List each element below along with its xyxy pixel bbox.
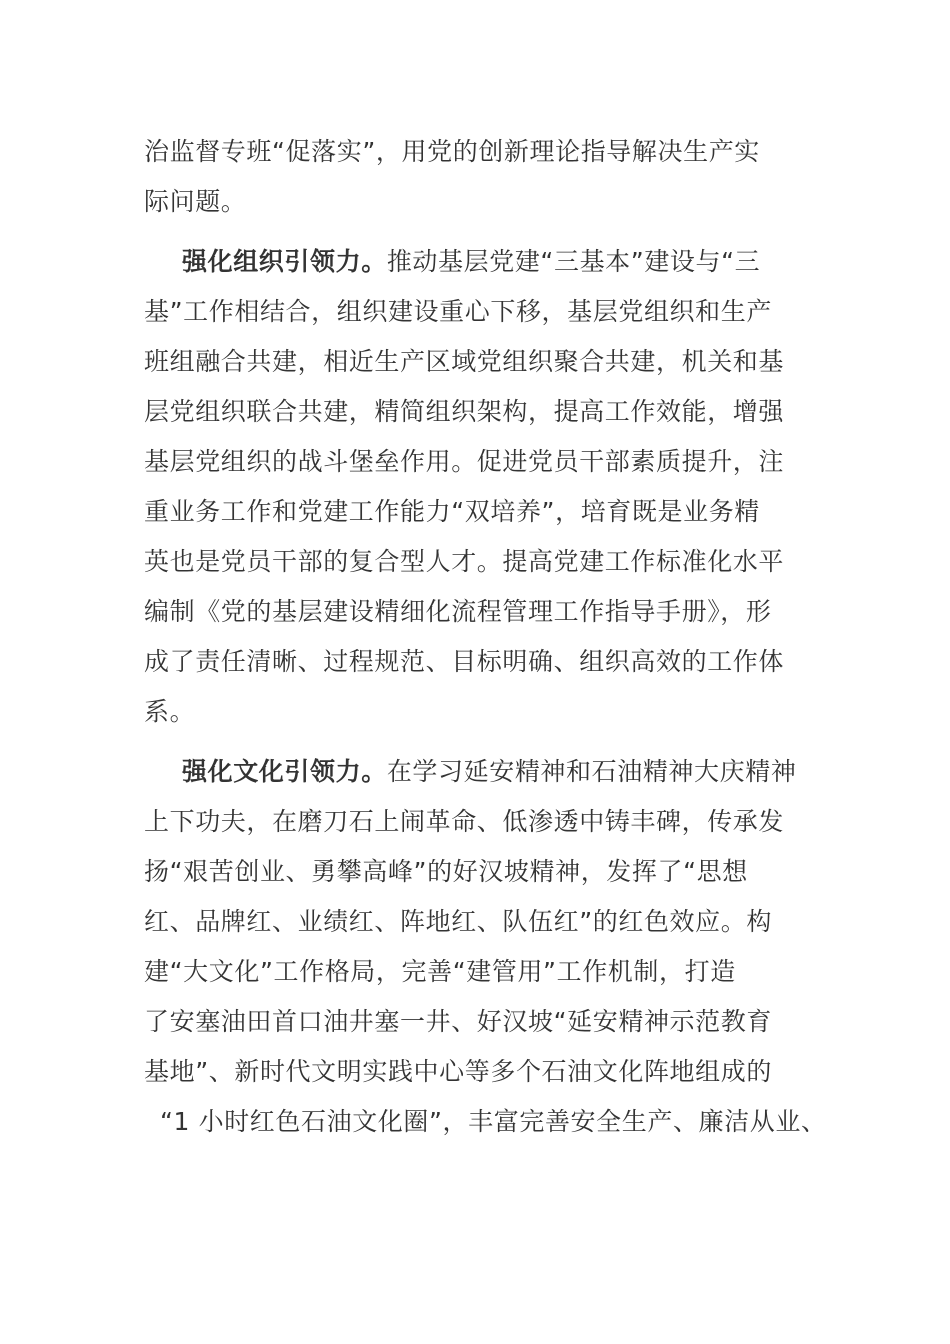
- paragraph-continuation: [144, 127, 814, 227]
- text-line: 治监督专班“促落实”，用党的创新理论指导解决生产实: [144, 137, 760, 166]
- paragraph-first-line-text: 在学习延安精神和石油精神大庆精神: [386, 757, 797, 786]
- paragraph-first-line: [144, 237, 814, 287]
- text-line: “1 小时红色石油文化圈”，丰富完善安全生产、廉洁从业、: [160, 1107, 827, 1136]
- text-line: 基”工作相结合，组织建设重心下移，基层党组织和生产: [144, 297, 772, 326]
- text-line: 班组融合共建，相近生产区域党组织聚合共建，机关和基: [144, 347, 785, 376]
- text-line: 了安塞油田首口油井塞一井、好汉坡“延安精神示范教育: [144, 1007, 772, 1036]
- text-line: 际问题。: [144, 187, 247, 216]
- text-line: 扬“艰苦创业、勇攀高峰”的好汉坡精神，发挥了“思想: [144, 857, 748, 886]
- paragraph-lead-heading: 强化文化引领力。: [182, 757, 387, 786]
- paragraph-organization: [144, 237, 814, 787]
- text-line: 系。: [144, 697, 196, 726]
- text-line: 建“大文化”工作格局，完善“建管用”工作机制，打造: [144, 957, 736, 986]
- text-line: 英也是党员干部的复合型人才。提高党建工作标准化水平: [144, 547, 785, 576]
- text-line: 重业务工作和党建工作能力“双培养”，培育既是业务精: [144, 497, 760, 526]
- paragraph-culture: [144, 747, 827, 1147]
- text-line: 红、品牌红、业绩红、阵地红、队伍红”的红色效应。构: [144, 907, 772, 936]
- text-line: 基层党组织的战斗堡垒作用。促进党员干部素质提升，注: [144, 447, 785, 476]
- text-line: 编制《党的基层建设精细化流程管理工作指导手册》，形: [144, 597, 772, 626]
- paragraph-first-line: [144, 747, 814, 797]
- paragraph-first-line-text: 推动基层党建“三基本”建设与“三: [386, 247, 761, 276]
- text-line: 基地”、新时代文明实践中心等多个石油文化阵地组成的: [144, 1057, 772, 1086]
- text-line: 上下功夫，在磨刀石上闹革命、低渗透中铸丰碑，传承发: [144, 807, 785, 836]
- text-line: 成了责任清晰、过程规范、目标明确、组织高效的工作体: [144, 647, 785, 676]
- text-line: 层党组织联合共建，精简组织架构，提高工作效能，增强: [144, 397, 785, 426]
- paragraph-lead-heading: 强化组织引领力。: [182, 247, 387, 276]
